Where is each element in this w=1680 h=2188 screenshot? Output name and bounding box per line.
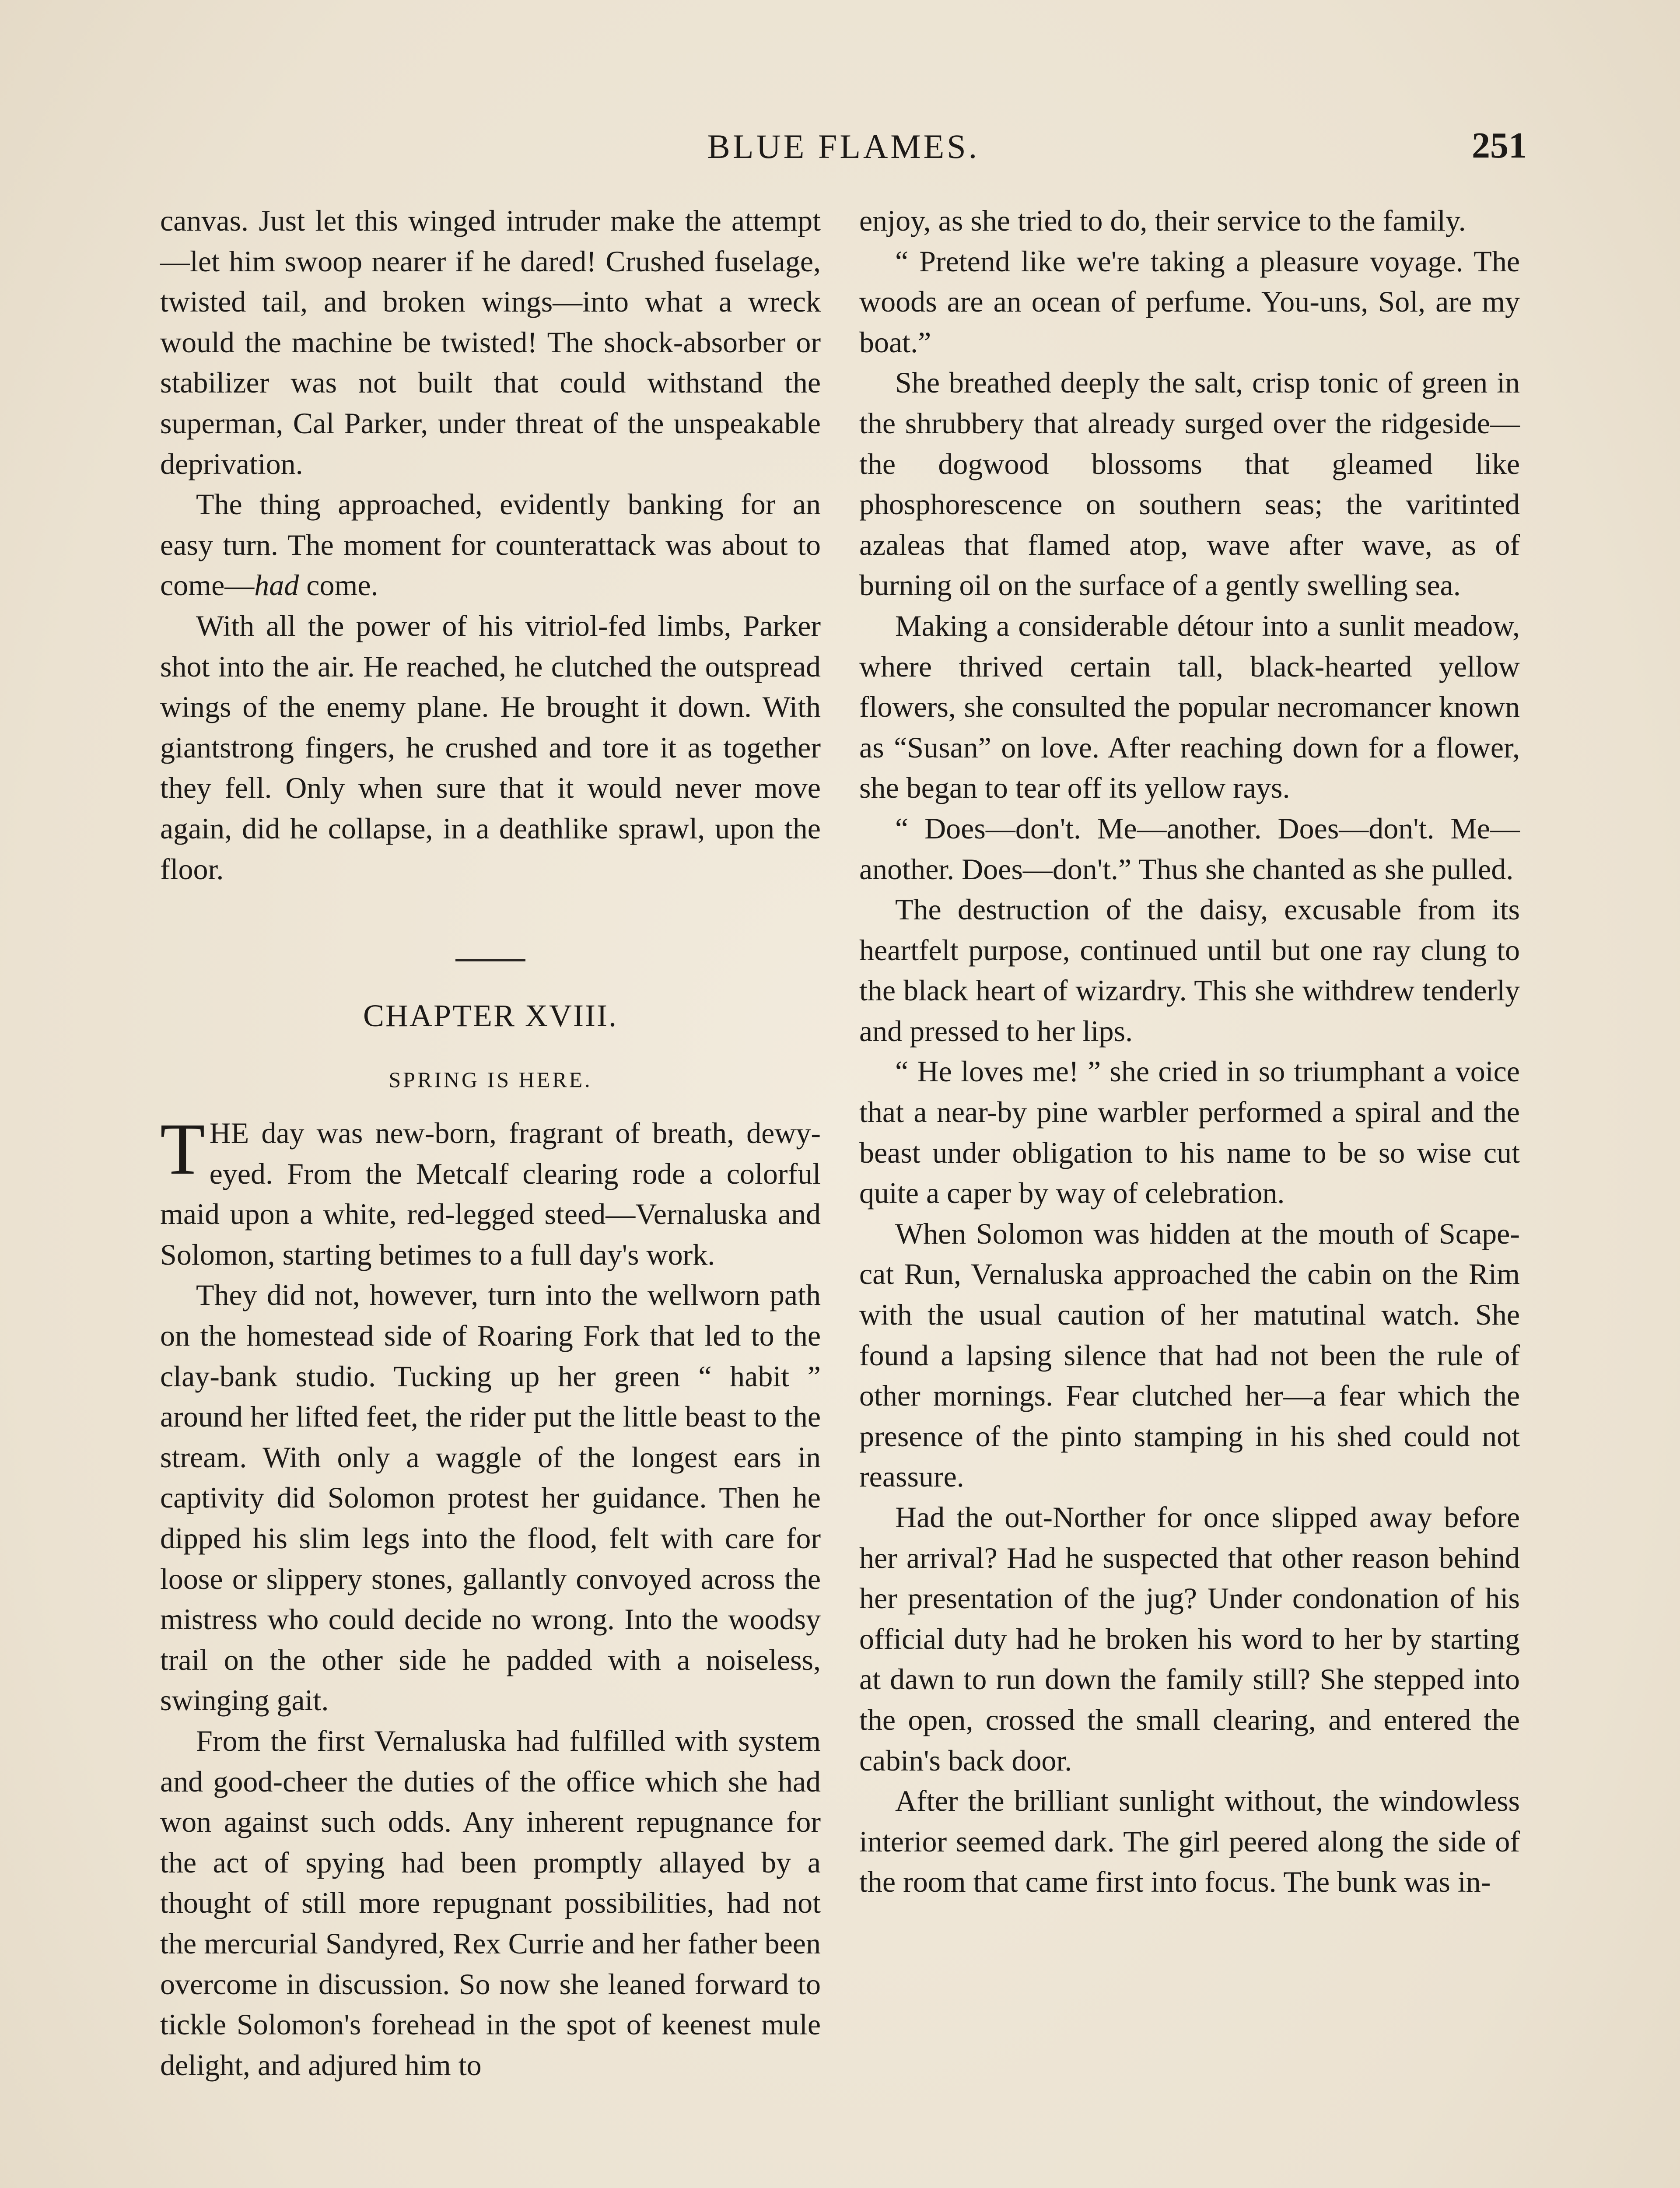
paragraph: When Solomon was hidden at the mouth of Scape-cat Run, Vernaluska approached the cabin on the Rim with the usual caution of her matutinal watch. She found a lapsing silence that had not been the rule of other mornings. Fear clutched her—a fear which the presence of the pinto stamping in his shed could not reassure. [859,1217,1520,1494]
paragraph: enjoy, as she tried to do, their service to the family. [859,204,1466,237]
chapter-divider [455,959,525,961]
page-header [160,127,1527,175]
paragraph: canvas. Just let this winged intruder make the attempt—let him swoop nearer if he dared! Crushed fuselage, twisted tail, and broken wings—into what a wreck would the machine be twisted! The shock-absorber or stabilizer was not built that could withstand the superman, Cal Parker, under threat of the unspeakable deprivation. [160,204,821,480]
drop-cap: T [160,1108,205,1190]
paragraph: From the first Vernaluska had fulfilled with system and good-cheer the duties of the office which she had won against such odds. Any inherent repugnance for the act of spying had been promptly allayed by a thought of still more repugnant possibilities, had not the mercurial Sandyred, Rex Currie and her father been overcome in discussion. So now she leaned forward to tickle Solomon's forehead in the spot of keenest mule delight, and adjured him to [160,1724,821,2082]
italic-word: had [254,568,299,602]
running-title: BLUE FLAMES. [707,127,980,165]
paragraph: With all the power of his vitriol-fed limbs, Parker shot into the air. He reached, he clutched the outspread wings of the enemy plane. He brought it down. With giantstrong fingers, he crushed and tore it as together they fell. Only when sure that it would never move again, did he collapse, in a deathlike sprawl, upon the floor. [160,609,821,886]
chapter-title: CHAPTER XVIII. [363,998,618,1034]
paragraph: She breathed deeply the salt, crisp tonic of green in the shrubbery that already surged over the ridgeside—the dogwood blossoms that gleamed like phosphorescence on southern seas; the varitinted azaleas that flamed atop, wave after wave, as of burning oil on the surface of a gently swelling sea. [859,366,1520,602]
paragraph: The destruction of the daisy, excusable from its heartfelt purpose, continued until but one ray clung to the black heart of wizardry. This she withdrew tenderly and pressed to her lips. [859,893,1520,1048]
page-number: 251 [1472,125,1527,166]
paragraph: “ Pretend like we're taking a pleasure voyage. The woods are an ocean of perfume. You-uns, Sol, are my boat.” [859,244,1520,359]
paragraph: After the brilliant sunlight without, the windowless interior seemed dark. The girl peered along the side of the room that came first into focus. The bunk was in- [859,1784,1520,1899]
paragraph: They did not, however, turn into the wellworn path on the homestead side of Roaring Fork that led to the clay-bank studio. Tucking up her green “ habit ” around her lifted feet, the rider put the little beast to the stream. With only a waggle of the longest ears in captivity did Solomon protest her guidance. Then he dipped his slim legs into the flood, felt with care for loose or slippery stones, gallantly convoyed across the mistress who could decide no wrong. Into the woodsy trail on the other side he padded with a noiseless, swinging gait. [160,1278,821,1717]
paragraph: The thing approached, evidently banking for an easy turn. The moment for counterattack was about to come—had come. [160,487,821,602]
opening-paragraph: THE day was new-born, fragrant of breath, dewy-eyed. From the Metcalf clearing rode a colorful maid upon a white, red-legged steed—Vernaluska and Solomon, starting betimes to a full day's work. [160,1108,821,1271]
chapter-subtitle: SPRING IS HERE. [388,1067,592,1092]
paragraph: Making a considerable détour into a sunlit meadow, where thrived certain tall, black-hearted yellow flowers, she consulted the popular necromancer known as “Susan” on love. After reaching down for a flower, she began to tear off its yellow rays. [859,609,1520,805]
paragraph: “ Does—don't. Me—another. Does—don't. Me—another. Does—don't.” Thus she chanted as she pulled. [859,811,1520,886]
right-column [859,200,1520,1902]
left-column [160,200,821,2085]
paragraph: Had the out-Norther for once slipped away before her arrival? Had he suspected that other reason behind her presentation of the jug? Under condonation of his official duty had he broken his word to her by starting at dawn to run down the family still? She stepped into the open, crossed the small clearing, and entered the cabin's back door. [859,1501,1520,1777]
paragraph: “ He loves me! ” she cried in so triumphant a voice that a near-by pine warbler performed a spiral and the beast under obligation to his name to be so wise cut quite a caper by way of celebration. [859,1055,1520,1210]
